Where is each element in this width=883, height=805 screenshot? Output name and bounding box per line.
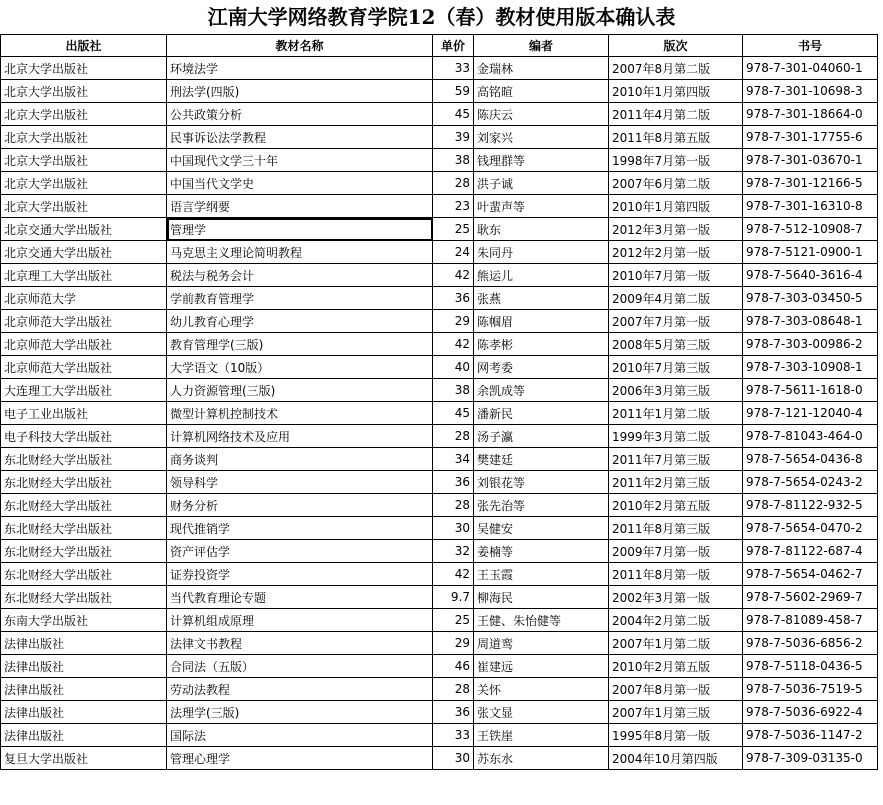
textbook-name-cell[interactable]: 中国当代文学史 (167, 172, 433, 195)
editor-cell[interactable]: 潘新民 (474, 402, 609, 425)
textbook-name-cell[interactable]: 领导科学 (167, 471, 433, 494)
header-row (1, 35, 878, 57)
editor-cell[interactable]: 关怀 (474, 678, 609, 701)
edition-cell[interactable]: 1995年8月第一版 (609, 724, 743, 747)
editor-cell[interactable]: 王玉霞 (474, 563, 609, 586)
textbook-name-cell[interactable]: 管理学 (167, 218, 433, 241)
edition-cell[interactable]: 2011年7月第三版 (609, 448, 743, 471)
editor-cell[interactable]: 洪子诚 (474, 172, 609, 195)
table-row (1, 149, 878, 172)
table-row (1, 609, 878, 632)
editor-cell[interactable]: 苏东水 (474, 747, 609, 770)
table-row (1, 563, 878, 586)
edition-cell[interactable]: 2004年10月第四版 (609, 747, 743, 770)
price-cell[interactable]: 59 (433, 80, 474, 103)
edition-cell[interactable]: 2010年1月第四版 (609, 80, 743, 103)
publisher-cell[interactable]: 北京大学出版社 (1, 80, 167, 103)
publisher-cell[interactable]: 大连理工大学出版社 (1, 379, 167, 402)
price-cell[interactable]: 42 (433, 264, 474, 287)
editor-cell[interactable]: 张燕 (474, 287, 609, 310)
isbn-cell[interactable]: 978-7-301-18664-0 (743, 103, 878, 126)
edition-cell[interactable]: 2010年2月第五版 (609, 655, 743, 678)
textbook-name-cell[interactable]: 商务谈判 (167, 448, 433, 471)
publisher-cell[interactable]: 东北财经大学出版社 (1, 517, 167, 540)
editor-cell[interactable]: 汤子瀛 (474, 425, 609, 448)
textbook-name-cell[interactable]: 学前教育管理学 (167, 287, 433, 310)
edition-cell[interactable]: 2006年3月第三版 (609, 379, 743, 402)
edition-cell[interactable]: 2011年8月第三版 (609, 517, 743, 540)
publisher-cell[interactable]: 北京大学出版社 (1, 57, 167, 80)
textbook-name-cell[interactable]: 资产评估学 (167, 540, 433, 563)
isbn-cell[interactable]: 978-7-5036-1147-2 (743, 724, 878, 747)
publisher-cell[interactable]: 复旦大学出版社 (1, 747, 167, 770)
editor-cell[interactable]: 耿东 (474, 218, 609, 241)
editor-cell[interactable]: 金瑞林 (474, 57, 609, 80)
table-row (1, 126, 878, 149)
price-cell[interactable]: 33 (433, 57, 474, 80)
price-cell[interactable]: 9.7 (433, 586, 474, 609)
editor-cell[interactable]: 陈孝彬 (474, 333, 609, 356)
isbn-cell[interactable]: 978-7-301-17755-6 (743, 126, 878, 149)
table-row (1, 425, 878, 448)
table-row (1, 448, 878, 471)
price-cell[interactable]: 28 (433, 425, 474, 448)
editor-cell[interactable]: 崔建远 (474, 655, 609, 678)
header-publisher[interactable]: 出版社 (1, 35, 167, 57)
isbn-cell[interactable]: 978-7-5654-0462-7 (743, 563, 878, 586)
table-row (1, 540, 878, 563)
textbook-name-cell[interactable]: 证券投资学 (167, 563, 433, 586)
edition-cell[interactable]: 2010年7月第一版 (609, 264, 743, 287)
editor-cell[interactable]: 陈帼眉 (474, 310, 609, 333)
header-edition[interactable]: 版次 (609, 35, 743, 57)
publisher-cell[interactable]: 法律出版社 (1, 678, 167, 701)
isbn-cell[interactable]: 978-7-5036-6922-4 (743, 701, 878, 724)
price-cell[interactable]: 38 (433, 149, 474, 172)
edition-cell[interactable]: 2011年2月第三版 (609, 471, 743, 494)
publisher-cell[interactable]: 东北财经大学出版社 (1, 540, 167, 563)
textbook-name-cell[interactable]: 计算机网络技术及应用 (167, 425, 433, 448)
table-row (1, 747, 878, 770)
publisher-cell[interactable]: 北京交通大学出版社 (1, 241, 167, 264)
editor-cell[interactable]: 吴健安 (474, 517, 609, 540)
editor-cell[interactable]: 高铭暄 (474, 80, 609, 103)
textbook-name-cell[interactable]: 当代教育理论专题 (167, 586, 433, 609)
publisher-cell[interactable]: 北京师范大学出版社 (1, 333, 167, 356)
edition-cell[interactable]: 2011年4月第二版 (609, 103, 743, 126)
publisher-cell[interactable]: 北京师范大学出版社 (1, 356, 167, 379)
table-row (1, 57, 878, 80)
table-row (1, 655, 878, 678)
textbook-name-cell[interactable]: 大学语文（10版） (167, 356, 433, 379)
isbn-cell[interactable]: 978-7-512-10908-7 (743, 218, 878, 241)
editor-cell[interactable]: 朱同丹 (474, 241, 609, 264)
textbook-table (0, 34, 878, 770)
editor-cell[interactable]: 刘家兴 (474, 126, 609, 149)
publisher-cell[interactable]: 法律出版社 (1, 701, 167, 724)
isbn-cell[interactable]: 978-7-5121-0900-1 (743, 241, 878, 264)
table-row (1, 678, 878, 701)
price-cell[interactable]: 36 (433, 701, 474, 724)
isbn-cell[interactable]: 978-7-5036-6856-2 (743, 632, 878, 655)
table-row (1, 356, 878, 379)
textbook-name-cell[interactable]: 现代推销学 (167, 517, 433, 540)
textbook-name-cell[interactable]: 人力资源管理(三版) (167, 379, 433, 402)
textbook-name-cell[interactable]: 中国现代文学三十年 (167, 149, 433, 172)
table-row (1, 241, 878, 264)
textbook-name-cell[interactable]: 国际法 (167, 724, 433, 747)
sheet-title: 江南大学网络教育学院12（春）教材使用版本确认表 (207, 5, 676, 29)
publisher-cell[interactable]: 北京大学出版社 (1, 126, 167, 149)
price-cell[interactable]: 36 (433, 471, 474, 494)
price-cell[interactable]: 28 (433, 172, 474, 195)
table-row (1, 701, 878, 724)
table-row (1, 80, 878, 103)
publisher-cell[interactable]: 北京大学出版社 (1, 103, 167, 126)
editor-cell[interactable]: 网考委 (474, 356, 609, 379)
price-cell[interactable]: 42 (433, 563, 474, 586)
publisher-cell[interactable]: 北京理工大学出版社 (1, 264, 167, 287)
isbn-cell[interactable]: 978-7-81122-932-5 (743, 494, 878, 517)
publisher-cell[interactable]: 东北财经大学出版社 (1, 448, 167, 471)
table-row (1, 103, 878, 126)
isbn-cell[interactable]: 978-7-5602-2969-7 (743, 586, 878, 609)
textbook-name-cell[interactable]: 法律文书教程 (167, 632, 433, 655)
publisher-cell[interactable]: 北京师范大学出版社 (1, 310, 167, 333)
editor-cell[interactable]: 樊建廷 (474, 448, 609, 471)
isbn-cell[interactable]: 978-7-81043-464-0 (743, 425, 878, 448)
textbook-name-cell[interactable]: 环境法学 (167, 57, 433, 80)
table-row (1, 195, 878, 218)
editor-cell[interactable]: 熊运儿 (474, 264, 609, 287)
textbook-name-cell[interactable]: 民事诉讼法学教程 (167, 126, 433, 149)
edition-cell[interactable]: 2009年7月第一版 (609, 540, 743, 563)
textbook-name-cell[interactable]: 劳动法教程 (167, 678, 433, 701)
textbook-name-cell[interactable]: 语言学纲要 (167, 195, 433, 218)
table-row (1, 632, 878, 655)
publisher-cell[interactable]: 东北财经大学出版社 (1, 586, 167, 609)
price-cell[interactable]: 24 (433, 241, 474, 264)
isbn-cell[interactable]: 978-7-5611-1618-0 (743, 379, 878, 402)
editor-cell[interactable]: 柳海民 (474, 586, 609, 609)
publisher-cell[interactable]: 电子科技大学出版社 (1, 425, 167, 448)
publisher-cell[interactable]: 东北财经大学出版社 (1, 563, 167, 586)
price-cell[interactable]: 46 (433, 655, 474, 678)
edition-cell[interactable]: 2008年5月第三版 (609, 333, 743, 356)
price-cell[interactable]: 30 (433, 517, 474, 540)
publisher-cell[interactable]: 法律出版社 (1, 724, 167, 747)
table-row (1, 402, 878, 425)
price-cell[interactable]: 25 (433, 218, 474, 241)
isbn-cell[interactable]: 978-7-5640-3616-4 (743, 264, 878, 287)
isbn-cell[interactable]: 978-7-5654-0470-2 (743, 517, 878, 540)
header-isbn[interactable]: 书号 (743, 35, 878, 57)
table-row (1, 471, 878, 494)
editor-cell[interactable]: 姜楠等 (474, 540, 609, 563)
edition-cell[interactable]: 2007年1月第三版 (609, 701, 743, 724)
edition-cell[interactable]: 2007年8月第一版 (609, 678, 743, 701)
textbook-name-cell[interactable]: 刑法学(四版) (167, 80, 433, 103)
edition-cell[interactable]: 2010年7月第三版 (609, 356, 743, 379)
isbn-cell[interactable]: 978-7-121-12040-4 (743, 402, 878, 425)
editor-cell[interactable]: 余凯成等 (474, 379, 609, 402)
price-cell[interactable]: 28 (433, 678, 474, 701)
isbn-cell[interactable]: 978-7-301-10698-3 (743, 80, 878, 103)
textbook-name-cell[interactable]: 管理心理学 (167, 747, 433, 770)
textbook-name-cell[interactable]: 微型计算机控制技术 (167, 402, 433, 425)
isbn-cell[interactable]: 978-7-301-04060-1 (743, 57, 878, 80)
table-row (1, 310, 878, 333)
isbn-cell[interactable]: 978-7-301-03670-1 (743, 149, 878, 172)
isbn-cell[interactable]: 978-7-5654-0436-8 (743, 448, 878, 471)
isbn-cell[interactable]: 978-7-81089-458-7 (743, 609, 878, 632)
publisher-cell[interactable]: 北京师范大学 (1, 287, 167, 310)
edition-cell[interactable]: 2011年1月第二版 (609, 402, 743, 425)
editor-cell[interactable]: 钱理群等 (474, 149, 609, 172)
isbn-cell[interactable]: 978-7-5036-7519-5 (743, 678, 878, 701)
table-row (1, 287, 878, 310)
price-cell[interactable]: 25 (433, 609, 474, 632)
header-price[interactable]: 单价 (433, 35, 474, 57)
table-row (1, 172, 878, 195)
publisher-cell[interactable]: 法律出版社 (1, 655, 167, 678)
edition-cell[interactable]: 2009年4月第二版 (609, 287, 743, 310)
edition-cell[interactable]: 1998年7月第一版 (609, 149, 743, 172)
textbook-name-cell[interactable]: 公共政策分析 (167, 103, 433, 126)
publisher-cell[interactable]: 北京大学出版社 (1, 195, 167, 218)
textbook-name-cell[interactable]: 税法与税务会计 (167, 264, 433, 287)
price-cell[interactable]: 40 (433, 356, 474, 379)
header-textbook-name[interactable]: 教材名称 (167, 35, 433, 57)
publisher-cell[interactable]: 北京大学出版社 (1, 149, 167, 172)
isbn-cell[interactable]: 978-7-303-03450-5 (743, 287, 878, 310)
textbook-name-cell[interactable]: 马克思主义理论简明教程 (167, 241, 433, 264)
table-row (1, 586, 878, 609)
isbn-cell[interactable]: 978-7-5654-0243-2 (743, 471, 878, 494)
price-cell[interactable]: 28 (433, 494, 474, 517)
price-cell[interactable]: 34 (433, 448, 474, 471)
editor-cell[interactable]: 王健、朱怡健等 (474, 609, 609, 632)
edition-cell[interactable]: 2007年8月第二版 (609, 57, 743, 80)
price-cell[interactable]: 45 (433, 402, 474, 425)
editor-cell[interactable]: 张先治等 (474, 494, 609, 517)
publisher-cell[interactable]: 北京大学出版社 (1, 172, 167, 195)
table-row (1, 264, 878, 287)
table-row (1, 379, 878, 402)
editor-cell[interactable]: 刘银花等 (474, 471, 609, 494)
editor-cell[interactable]: 王铁崖 (474, 724, 609, 747)
edition-cell[interactable]: 2012年3月第一版 (609, 218, 743, 241)
editor-cell[interactable]: 陈庆云 (474, 103, 609, 126)
edition-cell[interactable]: 2007年1月第二版 (609, 632, 743, 655)
editor-cell[interactable]: 叶蜚声等 (474, 195, 609, 218)
isbn-cell[interactable]: 978-7-303-10908-1 (743, 356, 878, 379)
publisher-cell[interactable]: 东北财经大学出版社 (1, 494, 167, 517)
edition-cell[interactable]: 2002年3月第一版 (609, 586, 743, 609)
price-cell[interactable]: 29 (433, 632, 474, 655)
publisher-cell[interactable]: 北京交通大学出版社 (1, 218, 167, 241)
textbook-name-cell[interactable]: 幼儿教育心理学 (167, 310, 433, 333)
price-cell[interactable]: 45 (433, 103, 474, 126)
isbn-cell[interactable]: 978-7-301-16310-8 (743, 195, 878, 218)
price-cell[interactable]: 30 (433, 747, 474, 770)
editor-cell[interactable]: 张文显 (474, 701, 609, 724)
header-editor[interactable]: 编者 (474, 35, 609, 57)
table-row (1, 494, 878, 517)
isbn-cell[interactable]: 978-7-303-08648-1 (743, 310, 878, 333)
edition-cell[interactable]: 2007年7月第一版 (609, 310, 743, 333)
price-cell[interactable]: 38 (433, 379, 474, 402)
isbn-cell[interactable]: 978-7-81122-687-4 (743, 540, 878, 563)
textbook-name-cell[interactable]: 合同法（五版） (167, 655, 433, 678)
textbook-name-cell[interactable]: 教育管理学(三版) (167, 333, 433, 356)
edition-cell[interactable]: 2007年6月第二版 (609, 172, 743, 195)
price-cell[interactable]: 23 (433, 195, 474, 218)
edition-cell[interactable]: 2011年8月第五版 (609, 126, 743, 149)
editor-cell[interactable]: 周道鸾 (474, 632, 609, 655)
isbn-cell[interactable]: 978-7-309-03135-0 (743, 747, 878, 770)
edition-cell[interactable]: 2012年2月第一版 (609, 241, 743, 264)
isbn-cell[interactable]: 978-7-5118-0436-5 (743, 655, 878, 678)
price-cell[interactable]: 29 (433, 310, 474, 333)
table-row (1, 724, 878, 747)
price-cell[interactable]: 36 (433, 287, 474, 310)
publisher-cell[interactable]: 法律出版社 (1, 632, 167, 655)
table-row (1, 517, 878, 540)
textbook-name-cell[interactable]: 计算机组成原理 (167, 609, 433, 632)
table-row (1, 218, 878, 241)
isbn-cell[interactable]: 978-7-301-12166-5 (743, 172, 878, 195)
publisher-cell[interactable]: 东南大学出版社 (1, 609, 167, 632)
edition-cell[interactable]: 2004年2月第二版 (609, 609, 743, 632)
textbook-name-cell[interactable]: 财务分析 (167, 494, 433, 517)
price-cell[interactable]: 33 (433, 724, 474, 747)
edition-cell[interactable]: 1999年3月第二版 (609, 425, 743, 448)
edition-cell[interactable]: 2010年2月第五版 (609, 494, 743, 517)
publisher-cell[interactable]: 东北财经大学出版社 (1, 471, 167, 494)
isbn-cell[interactable]: 978-7-303-00986-2 (743, 333, 878, 356)
table-row (1, 333, 878, 356)
price-cell[interactable]: 32 (433, 540, 474, 563)
edition-cell[interactable]: 2010年1月第四版 (609, 195, 743, 218)
publisher-cell[interactable]: 电子工业出版社 (1, 402, 167, 425)
edition-cell[interactable]: 2011年8月第一版 (609, 563, 743, 586)
price-cell[interactable]: 39 (433, 126, 474, 149)
textbook-name-cell[interactable]: 法理学(三版) (167, 701, 433, 724)
price-cell[interactable]: 42 (433, 333, 474, 356)
